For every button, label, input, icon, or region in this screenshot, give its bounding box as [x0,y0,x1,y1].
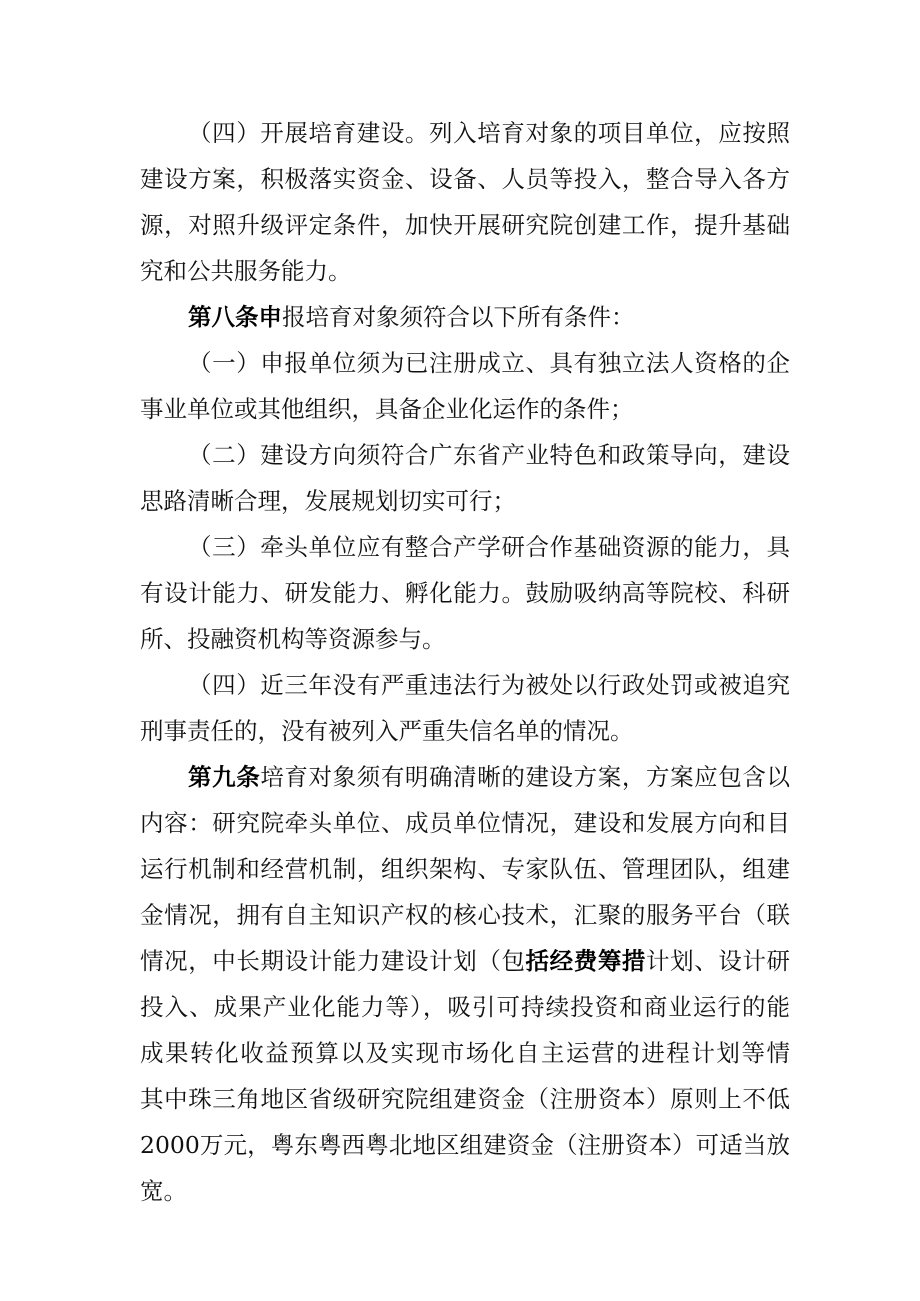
condition-1-line-1 [188,348,790,378]
text: 2000万元，粤东粤西粤北地区组建资金（注册资本）可适当放 [140,1131,790,1159]
condition-1-line-2 [140,394,790,424]
paragraph-4-line-3 [140,210,790,240]
condition-3-line-3 [140,624,790,654]
article-9-line-8 [140,1084,790,1114]
condition-3-line-1 [188,532,790,562]
paragraph-4-line-2 [140,164,790,194]
text: 有设计能力、研发能力、孵化能力。鼓励吸纳高等院校、科研 [140,579,790,607]
article-9-line-9 [140,1130,790,1160]
condition-4-line-2 [140,716,790,746]
text: 成果转化收益预算以及实现市场化自主运营的进程计划等情 [140,1039,790,1067]
condition-2-line-2 [140,486,790,516]
text: 宽。 [140,1177,187,1205]
text: （三）牵头单位应有整合产学研合作基础资源的能力，具 [188,533,790,561]
text: 刑事责任的，没有被列入严重失信名单的情况。 [140,717,634,745]
paragraph-4-line-4 [140,256,790,286]
text: 投入、成果产业化能力等），吸引可持续投资和商业运行的能 [140,993,790,1021]
article-9-line-4 [140,900,790,930]
article-9-line-1 [188,762,790,792]
condition-4-line-1 [188,670,790,700]
text: （四）近三年没有严重违法行为被处以行政处罚或被追究 [188,671,790,699]
article-9-label: 第九条 [188,763,261,791]
text: 内容：研究院牵头单位、成员单位情况，建设和发展方向和目 [140,809,790,837]
article-9-line-3 [140,854,790,884]
text: 究和公共服务能力。 [140,257,352,285]
condition-2-line-1 [188,440,790,470]
text: 事业单位或其他组织，具备企业化运作的条件； [140,395,634,423]
article-9-line-6 [140,992,790,1022]
paragraph-4-line-1 [188,118,790,148]
article-8-label: 第八条申 [188,303,282,331]
text: 其中珠三角地区省级研究院组建资金（注册资本）原则上不低 [140,1085,790,1113]
text: 金情况，拥有自主知识产权的核心技术，汇聚的服务平台（联 [140,901,790,929]
text: （二）建设方向须符合广东省产业特色和政策导向，建设 [188,441,790,469]
emphasis-text: 括经费筹措 [525,947,647,975]
text: 所、投融资机构等资源参与。 [140,625,446,653]
text: （四）开展培育建设。列入培育对象的项目单位，应按照 [188,119,790,147]
article-8-heading [188,302,790,332]
text: 源，对照升级评定条件，加快开展研究院创建工作，提升基础 [140,211,790,239]
article-9-line-2 [140,808,790,838]
text: 建设方案，积极落实资金、设备、人员等投入，整合导入各方 [140,165,790,193]
text: 报培育对象须符合以下所有条件： [282,303,635,331]
text: 情况，中长期设计能力建设计划（包 [140,947,526,975]
text: 思路清晰合理，发展规划切实可行； [140,487,516,515]
text: 培育对象须有明确清晰的建设方案，方案应包含以 [260,763,790,791]
text: 运行机制和经营机制，组织架构、专家队伍、管理团队，组建 [140,855,790,883]
article-9-line-5 [140,946,790,976]
article-9-line-10 [140,1176,790,1206]
condition-3-line-2 [140,578,790,608]
text: （一）申报单位须为已注册成立、具有独立法人资格的企 [188,349,790,377]
text: 计划、设计研 [646,947,790,975]
article-9-line-7 [140,1038,790,1068]
